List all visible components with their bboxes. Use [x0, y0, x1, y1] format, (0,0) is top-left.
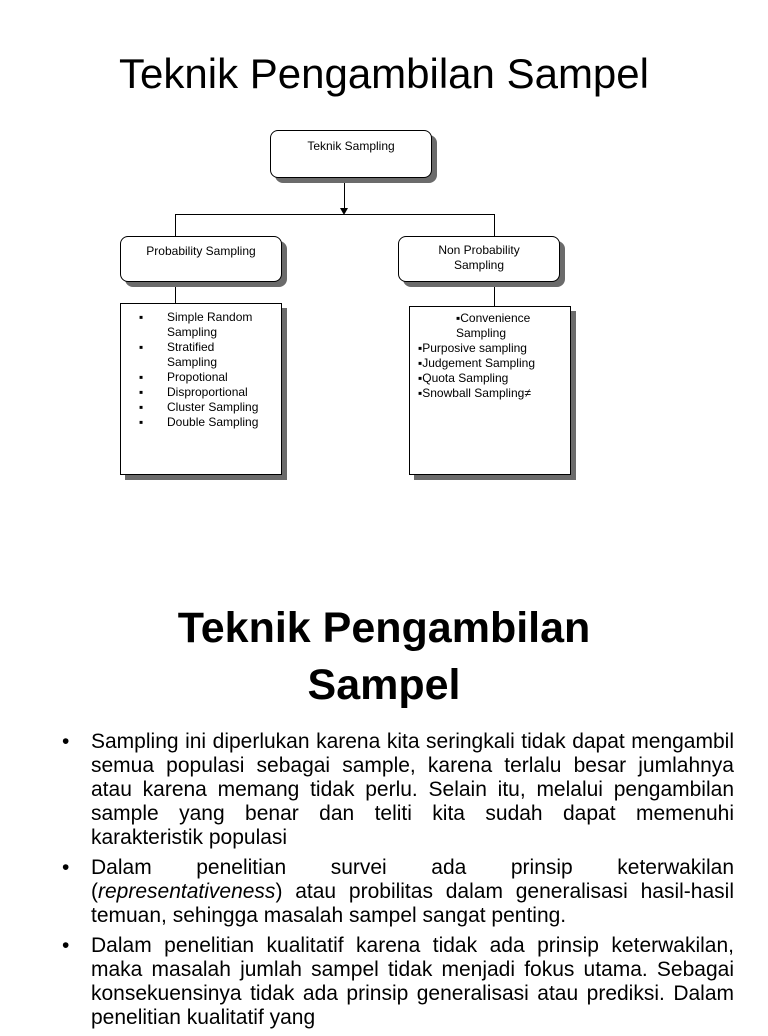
root-box-teknik-sampling	[270, 130, 432, 178]
list-item-text: Propotional	[167, 370, 228, 384]
square-bullet-icon: ▪	[139, 400, 144, 414]
list-item	[139, 340, 281, 370]
list-item-text: Sampling	[456, 326, 507, 340]
list-item-text: Sampling	[167, 325, 218, 339]
bullet-text-italic: representativeness	[98, 880, 276, 903]
non-probability-sampling-box	[398, 236, 560, 282]
square-bullet-icon: ▪	[139, 370, 144, 384]
non-probability-label-line-1: Non Probability	[438, 243, 520, 257]
list-item	[139, 400, 281, 415]
bullet-text-part-1: Dalam penelitian survei ada prinsip keterwakilan (	[91, 856, 734, 903]
connector-right-down	[494, 214, 495, 236]
list-item	[62, 730, 734, 850]
list-item	[139, 310, 281, 340]
probability-methods-list	[139, 310, 281, 430]
square-bullet-icon: ▪	[139, 310, 144, 324]
list-item-text: Sampling	[167, 355, 218, 369]
connector-horizontal	[175, 214, 495, 215]
non-probability-methods-box	[409, 306, 571, 475]
list-item	[62, 934, 734, 1030]
slide-1-title: Teknik Pengambilan Sampel	[119, 50, 649, 97]
probability-methods-box	[120, 303, 282, 475]
list-item	[62, 856, 734, 928]
connector-left-down	[175, 214, 176, 237]
bullet-dot-icon: •	[62, 934, 70, 957]
slide-2-title-line-1: Teknik Pengambilan	[177, 604, 591, 652]
connector-root-down	[344, 178, 345, 212]
bullet-text-part-2: ) atau probilitas dalam generalisasi hasil-hasil temuan, sehingga masalah sampel sangat penting.	[91, 880, 734, 927]
list-item	[139, 385, 281, 400]
list-item-text: Stratified	[167, 340, 215, 354]
slide-2-title	[0, 600, 768, 714]
list-item: ▪Snowball Sampling≠	[418, 386, 531, 400]
list-item	[418, 311, 570, 341]
slide-2-bullet-list	[62, 730, 734, 1036]
list-item	[139, 415, 281, 430]
list-item-text: Simple Random	[167, 310, 253, 324]
non-probability-label-line-2: Sampling	[453, 258, 505, 272]
list-item-text: Disproportional	[167, 385, 248, 399]
bullet-dot-icon: •	[62, 730, 70, 753]
list-item-text: Double Sampling	[167, 415, 259, 429]
connector-left-list	[175, 282, 176, 304]
bullet-dot-icon: •	[62, 856, 70, 879]
bullet-text: Sampling ini diperlukan karena kita seringkali tidak dapat mengambil semua populasi sebagai sample, karena terlalu besar jumlahnya atau karena memang tidak perlu. Selain itu, melalui pengambilan sample yang benar dan teliti kita sudah dapat memenuhi karakteristik populasi	[91, 730, 734, 849]
slide-2-title-line-2: Sampel	[307, 661, 461, 709]
list-item	[139, 370, 281, 385]
bullet-text: Dalam penelitian kualitatif karena tidak ada prinsip keterwakilan, maka masalah jumlah sampel tidak menjadi fokus utama. Sebagai konsekuensinya tidak ada prinsip generalisasi atau prediksi. Dalam penelitian kualitatif yang	[91, 934, 734, 1029]
list-item: ▪Judgement Sampling	[418, 356, 535, 370]
square-bullet-icon: ▪	[139, 415, 144, 429]
list-item: ▪Quota Sampling	[418, 371, 509, 385]
list-item-text: ▪Convenience	[456, 311, 531, 325]
list-item: ▪Purposive sampling	[418, 341, 527, 355]
square-bullet-icon: ▪	[139, 385, 144, 399]
square-bullet-icon: ▪	[139, 340, 144, 354]
list-item-text: Cluster Sampling	[167, 400, 259, 414]
probability-sampling-label: Probability Sampling	[146, 244, 256, 258]
root-box-label: Teknik Sampling	[307, 139, 395, 153]
probability-sampling-box	[120, 236, 282, 282]
connector-right-list	[494, 282, 495, 306]
